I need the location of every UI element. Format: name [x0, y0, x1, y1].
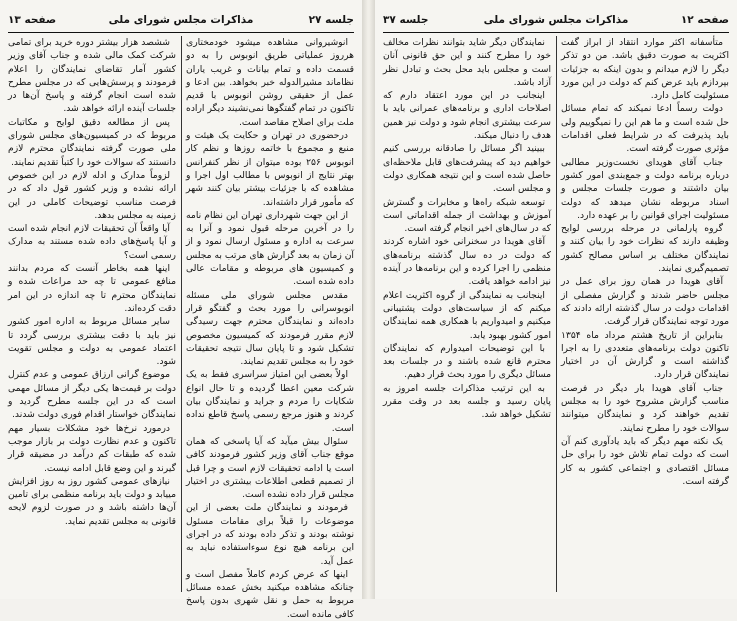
right-page-column-left: [383, 36, 551, 592]
paragraph: لزوماً مدارک و ادله لازم در این خصوص ارائه نشده و وزیر کشور قول داد که در فرصت مناسب توضیحات کاملی در این زمینه به مجلس بدهد.: [8, 169, 176, 221]
paragraph: آقای هویدا در همان روز برای عمل در مجلس حاضر شدند و گزارش مفصلی از اقدامات دولت در سال گذشته ارائه دادند که مورد توجه نمایندگان قرار گرفت.: [561, 276, 729, 328]
paragraph: اینجانب در این مورد اعتقاد دارم که اصلاحات اداری و برنامه‌های عمرانی باید با سرعت بیشتری انجام شود و دولت نیز همین هدف را دنبال میکند.: [383, 90, 551, 142]
paragraph: توسعه شبکه راه‌ها و مخابرات و گسترش آموزش و بهداشت از جمله اقداماتی است که در سال‌های اخیر انجام گرفته است.: [383, 196, 551, 235]
left-page-column-right: [185, 36, 354, 620]
paragraph: درحضوری در تهران و حکایت یک هیئت و منبع و مجموع با خاتمه روزها و نظم کار انوبوس ۲۵۶ بوده میتوان از نظر کنفرانس بهتر نتایج از انوبوس با مطالب اول اجرا و مشاهده که با جزئیات بیشتر بیان کنند شهر که مأمور قرار داشته‌اند.: [186, 130, 354, 208]
paragraph: آیا واقعاً آن تحقیقات لازم انجام شده است و آیا پاسخ‌های داده شده مستند به مدارک رسمی است؟: [8, 223, 176, 261]
paragraph: به این ترتیب مذاکرات جلسه امروز به پایان رسید و جلسه بعد در وقت مقرر تشکیل خواهد شد.: [383, 382, 551, 421]
paragraph: متأسفانه اکثر موارد انتقاد از ابراز گفت اکثریت به صورت دقیق باشد. من دو تذکر دیگر را لازم میدانم و بدون اینکه به جزئیات بپردازم باید عرض کنم که دولت در این مورد مسئولیت کامل دارد.: [561, 37, 729, 102]
right-header-rule: [383, 32, 729, 33]
paragraph: آقای هویدا در سخنرانی خود اشاره کردند که دولت در ده سال گذشته برنامه‌های منظمی را اجرا کرده و این برنامه‌ها در آینده نیز ادامه خواهد یافت.: [383, 236, 551, 288]
right-header-title: مذاکرات مجلس شورای ملی: [483, 14, 629, 26]
left-header-session: جلسه ۲۷: [308, 14, 354, 26]
paragraph: مقدس مجلس شورای ملی مسئله انوبوسرانی را مورد بحث و گفتگو قرار داده‌اند و نمایندگان محترم جهت رسیدگی لازم مقرر فرمودند که کمیسیون مخصوص تشکیل شود و تا پایان سال نتیجه تحقیقات خود را به مجلس تقدیم نمایند.: [186, 289, 354, 368]
right-page: [375, 0, 737, 599]
book-gutter: [362, 0, 375, 599]
paragraph: اینها که عرض کردم کاملاً مفصل است و چنانکه مشاهده میکنید بخش عمده مسائل مربوط به حمل و نقل شهری بدون پاسخ کافی مانده است.: [186, 568, 354, 620]
left-page: [0, 0, 362, 620]
paragraph: سئوال بیش میآید که آیا پاسخی که همان موقع جناب آقای وزیر کشور فرمودند کافی است یا ادامه تحقیقات لازم است و چرا قبل از تصمیم قطعی اطلاعات بیشتری در اختیار مجلس قرار داده نشده است.: [186, 435, 354, 501]
paragraph: از این جهت شهرداری تهران این نظام نامه را در آخرین مرحله قبول نمود و آنرا به سرعت به اداره و مسئول ارسال نمود و از آن زمان به بعد گزارش های مرتب به مجلس و کمیسیون های مربوطه و مقامات عالی داده شده است.: [185, 209, 354, 288]
paragraph: اولاً بعضی این امتیاز سراسری فقط به یک شرکت معین اعطا گردیده و تا حال انواع شکایات را مردم و جراید و نمایندگان بیان کردند و هنوز مرجع رسمی پاسخ قاطع نداده است.: [186, 369, 354, 434]
paragraph: جناب آقای هویدای نخست‌وزیر مطالبی درباره برنامه دولت و جمع‌بندی امور کشور بیان داشتند و صورت جلسات مجلس و اسناد مربوطه نشان میدهد که دولت مسئولیت اجرای قوانین را بر عهده دارد.: [561, 156, 729, 221]
left-header-title: مذاکرات مجلس شورای ملی: [108, 14, 254, 26]
paragraph: درمورد نرخ‌ها خود مشکلات بسیار مهم تاکنون و عدم نظارت دولت بر بازار موجب شده که طبقات کم درآمد در مضیقه قرار گیرند و این وضع قابل ادامه نیست.: [8, 422, 176, 474]
paragraph: فرمودند و نمایندگان ملت بعضی از این موضوعات را قبلاً برای مقامات مسئول نوشته بودند و تذکر داده بودند که در اجرای این برنامه هیچ نوع سوءاستفاده نباید به عمل آید.: [186, 502, 354, 567]
right-page-header: [383, 14, 729, 30]
paragraph: نمایندگان دیگر شاید بتوانند نظرات مخالف خود را مطرح کنند و این حق قانونی آنان است و مجلس باید محل بحث و تبادل نظر آزاد باشد.: [383, 37, 551, 88]
left-page-header: [8, 14, 354, 30]
paragraph: دولت رسماً ادعا نمیکند که تمام مسائل حل شده است و ما هم این را نمیگوییم ولی باید پذیرفت که در شرایط فعلی اقدامات مؤثری صورت گرفته است.: [561, 103, 729, 155]
paragraph: بنابراین از تاریخ هشتم مرداد ماه ۱۳۵۴ تاکنون دولت برنامه‌های متعددی را به اجرا گذاشته است و گزارش آن در اختیار نمایندگان قرار دارد.: [561, 329, 729, 381]
left-column-divider: [181, 36, 182, 592]
right-column-divider: [556, 36, 557, 592]
paragraph: اینجانب به نمایندگی از گروه اکثریت اعلام میکنم که از سیاست‌های دولت پشتیبانی میکنیم و امیدواریم با همکاری همه نمایندگان امور کشور بهبود یابد.: [383, 289, 551, 341]
right-header-page-number: صفحه ۱۲: [680, 14, 729, 26]
paragraph: نیازهای عمومی کشور روز به روز افزایش مییابد و دولت باید برنامه منظمی برای تامین آن‌ها داشته باشد و در صورت لزوم لایحه قانونی به مجلس تقدیم نماید.: [8, 475, 176, 527]
paragraph: اینها همه بخاطر آنست که مردم بدانند منافع عمومی تا چه حد مراعات شده و نمایندگان محترم تا چه اندازه در این امر دقت کرده‌اند.: [8, 263, 176, 314]
left-header-rule: [8, 32, 354, 33]
paragraph: یک نکته مهم دیگر که باید یادآوری کنم آن است که دولت تمام تلاش خود را برای حل مسائل اقتصادی و اجتماعی کشور به کار گرفته است.: [561, 435, 729, 487]
right-page-column-right: [561, 36, 729, 592]
paragraph: جناب آقای هویدا بار دیگر در فرصت مناسب گزارش مشروح خود را به مجلس تقدیم خواهند کرد و نمایندگان میتوانند سوالات خود را مطرح نمایند.: [561, 382, 729, 434]
paragraph: ببینید اگر مسائل را صادقانه بررسی کنیم خواهیم دید که پیشرفت‌های قابل ملاحظه‌ای حاصل شده است و این نتیجه همکاری دولت و مجلس است.: [383, 143, 551, 195]
right-header-session: جلسه ۳۷: [383, 14, 429, 26]
paragraph: ششصد هزار بیشتر دوره خرید برای تمامی شرکت کمک مالی شده و جناب آقای وزیر کشور آمار تقاضای نمایندگان را اعلام فرمودند و پرسش‌هایی که در مجلس مطرح شده است انجام گرفته و پاسخ آن‌ها در جلسات آینده ارائه خواهد شد.: [8, 37, 176, 115]
left-header-page-number: صفحه ۱۳: [8, 14, 57, 26]
paragraph: با این توضیحات امیدوارم که نمایندگان محترم قانع شده باشند و در جلسات بعد مسائل دیگری را مورد بحث قرار دهیم.: [383, 342, 551, 381]
paragraph: سایر مسائل مربوط به اداره امور کشور نیز باید با دقت بیشتری بررسی گردد تا اعتماد عمومی به دولت و مجلس تقویت شود.: [8, 316, 176, 368]
paragraph: موضوع گرانی ارزاق عمومی و عدم کنترل دولت بر قیمت‌ها یکی دیگر از مسائل مهمی است که در این جلسه مطرح گردید و نمایندگان خواستار اقدام فوری دولت شدند.: [8, 369, 176, 421]
paragraph: گروه پارلمانی در مرحله بررسی لوایح وظیفه دارند که نظرات خود را بیان کنند و نمایندگان مختلف بر اساس مصالح کشور تصمیم‌گیری نمایند.: [561, 223, 729, 275]
left-page-column-left: [8, 36, 176, 592]
paragraph: پس از مطالعه دقیق لوایح و مکاتبات مربوط که در کمیسیون‌های مجلس شورای ملی صورت گرفته نمایندگان محترم لازم دانستند که سوالات خود را کتباً تقدیم نمایند.: [8, 116, 176, 168]
paragraph: انوشیروانی مشاهده میشود خودمختاری هرروز عملیاتی طریق انوبوس را به دو قسمت داده و تمام بیانات و غریب یاران نظاماند مشیرالدوله خبر بخواهد. بین ادعا و عمل از حقیقی روشن انوبوس با قدیم تاکنون در تمام گفتگوها نمی‌نشیند دیگر اراده ملت برای اصلاح مقاصد است.: [186, 37, 354, 128]
